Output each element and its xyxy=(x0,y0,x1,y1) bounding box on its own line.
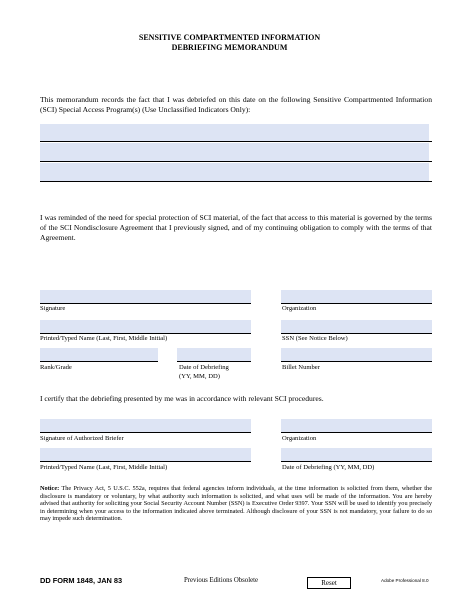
debriefing-date-line xyxy=(177,361,251,362)
form-number: DD FORM 1848, JAN 83 xyxy=(40,576,123,585)
sci-program-field-1[interactable] xyxy=(40,124,429,141)
organization-label: Organization xyxy=(282,305,317,312)
ssn-field[interactable] xyxy=(281,320,432,333)
briefer-signature-line xyxy=(40,432,251,433)
briefer-date-label: Date of Debriefing (YY, MM, DD) xyxy=(282,464,375,471)
organization-field[interactable] xyxy=(281,290,432,303)
briefer-organization-field[interactable] xyxy=(281,419,432,432)
briefer-printed-name-field[interactable] xyxy=(40,448,251,461)
sci-program-line-3 xyxy=(40,181,432,182)
notice-label: Notice: xyxy=(40,485,60,492)
briefer-printed-name-line xyxy=(40,461,251,462)
signature-line xyxy=(40,303,251,304)
briefer-organization-line xyxy=(281,432,432,433)
printed-name-line xyxy=(40,333,251,334)
briefer-date-field[interactable] xyxy=(281,448,432,461)
sci-program-field-2[interactable] xyxy=(40,143,429,161)
sci-program-line-1 xyxy=(40,141,432,142)
signature-field[interactable] xyxy=(40,290,251,303)
billet-number-field[interactable] xyxy=(281,348,432,361)
briefer-date-line xyxy=(281,461,432,462)
sci-program-line-2 xyxy=(40,161,432,162)
form-title-line-1: SENSITIVE COMPARTMENTED INFORMATION xyxy=(138,33,321,42)
certify-paragraph: I certify that the debriefing presented by me was in accordance with relevant SCI procedures. xyxy=(40,394,324,403)
signature-label: Signature xyxy=(40,305,66,312)
printed-name-label: Printed/Typed Name (Last, First, Middle Initial) xyxy=(40,335,168,342)
reminder-paragraph: I was reminded of the need for special protection of SCI material, of the fact that access to this material is governed by the terms of the SCI Nondisclosure Agreement that I previously signed, and of my continuing obligation to comply with the terms of that Agreement. xyxy=(40,213,432,243)
briefer-signature-label: Signature of Authorized Briefer xyxy=(40,435,124,442)
briefer-signature-field[interactable] xyxy=(40,419,251,432)
software-note: Adobe Professional 8.0 xyxy=(381,578,429,583)
reset-button[interactable]: Reset xyxy=(307,577,351,589)
organization-line xyxy=(281,303,432,304)
rank-grade-field[interactable] xyxy=(40,348,158,361)
notice-text: The Privacy Act, 5 U.S.C. 552a, requires that federal agencies inform individuals, at the time information is solicited from them, whether the disclosure is mandatory or voluntary, by what authority such information is solicited, and what uses will be made of the information. You are hereby advised that authority for soliciting your Social Security Account Number (SSN) is Executive Order 9397. Your SSN will be used to identify you precisely in determining when your access to the information indicated above terminated. Although disclosure of your SSN is not mandatory, your failure to do so may impede such determination. xyxy=(40,485,432,523)
debriefing-date-field[interactable] xyxy=(177,348,251,361)
debriefing-date-format: (YY, MM, DD) xyxy=(179,373,220,380)
briefer-organization-label: Organization xyxy=(282,435,317,442)
rank-grade-line xyxy=(40,361,158,362)
memo-paragraph: This memorandum records the fact that I was debriefed on this date on the following Sensitive Compartmented Information (SCI) Special Access Program(s) (Use Unclassified Indicators Only): xyxy=(40,95,432,115)
briefer-printed-name-label: Printed/Typed Name (Last, First, Middle Initial) xyxy=(40,464,168,471)
rank-grade-label: Rank/Grade xyxy=(40,364,72,371)
debriefing-date-label: Date of Debriefing xyxy=(179,364,229,371)
ssn-line xyxy=(281,333,432,334)
privacy-notice xyxy=(40,485,432,523)
ssn-label: SSN (See Notice Below) xyxy=(282,335,348,342)
sci-program-field-3[interactable] xyxy=(40,163,429,181)
billet-number-line xyxy=(281,361,432,362)
previous-editions-note: Previous Editions Obsolete xyxy=(184,577,259,584)
printed-name-field[interactable] xyxy=(40,320,251,333)
billet-number-label: Billet Number xyxy=(282,364,320,371)
form-title-line-2: DEBRIEFING MEMORANDUM xyxy=(171,43,288,52)
